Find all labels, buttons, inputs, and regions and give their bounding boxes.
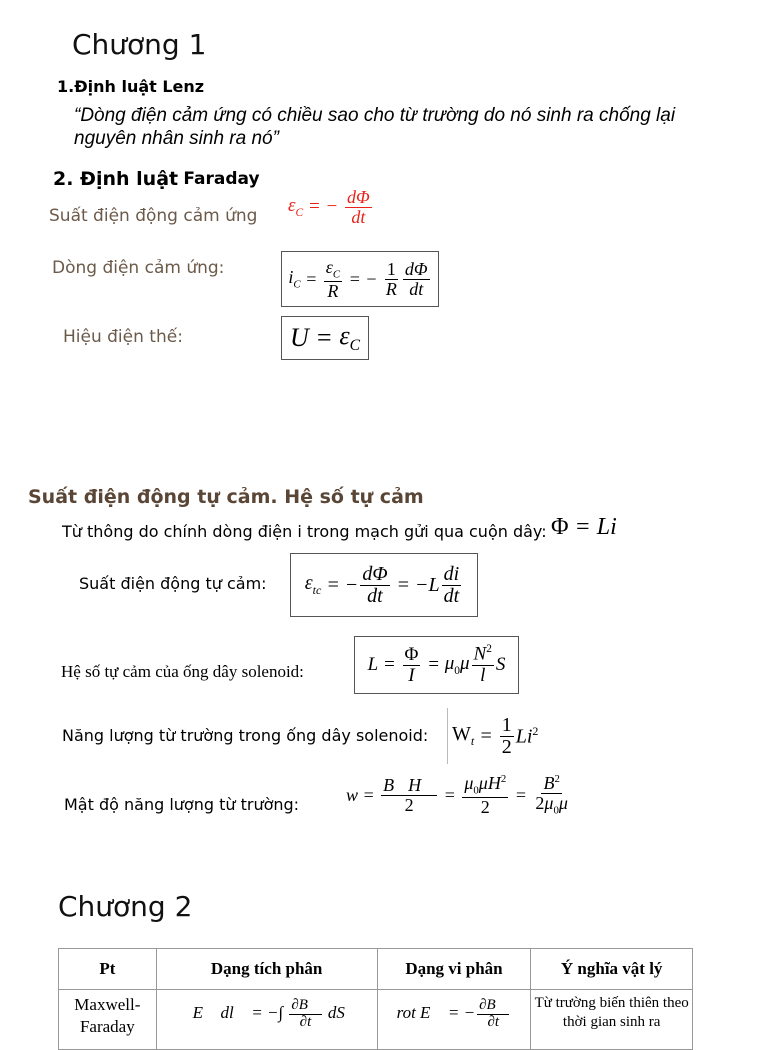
col-header-integral: Dạng tích phân — [156, 949, 377, 990]
faraday-heading-name: Faraday — [183, 169, 260, 189]
chapter-2-title: Chương 2 — [58, 890, 193, 923]
row-differential-cell: rot E⃗ = − $\frac{\partial B⃗}{\partial t}$ — [377, 990, 531, 1050]
lenz-law-heading: 1.Định luật Lenz — [57, 77, 205, 96]
table-row — [59, 990, 693, 1050]
self-emf-formula: $\varepsilon_{tc}$ = − $\frac{d\Phi}{dt}$ = −L $\frac{di}{dt}$ — [290, 553, 478, 617]
voltage-formula: U = $\varepsilon_C$ — [281, 316, 369, 360]
col-header-differential: Dạng vi phân — [377, 949, 531, 990]
density-formula: w = $\frac{B⃗H⃗}{2}$ = $\frac{\mu_0\mu H^2}{2}$ = $\frac{B^2}{2\mu_0\mu}$ — [346, 773, 568, 817]
faraday-law-heading — [53, 168, 260, 190]
voltage-label: Hiệu điện thế: — [63, 327, 183, 347]
induced-current-formula: $i_C$ = $\frac{\varepsilon_C}{R}$ = − $\frac{1}{R}$ $\frac{d\Phi}{dt}$ — [281, 251, 439, 307]
inductance-label: Hệ số tự cảm của ống dây solenoid: — [61, 662, 304, 681]
col-header-meaning: Ý nghĩa vật lý — [531, 949, 693, 990]
energy-label: Năng lượng từ trường trong ống dây solenoid: — [62, 726, 429, 745]
inductance-formula: L = $\frac{\Phi}{I}$ = $\mu_0\mu$ $\frac{N^2}{l}$ S — [354, 636, 519, 694]
lenz-law-quote: “Dòng điện cảm ứng có chiều sao cho từ trường do nó sinh ra chống lại nguyên nhân sinh ra nó” — [74, 105, 676, 149]
flux-formula: Φ = Li — [551, 514, 617, 540]
row-name-cell: Maxwell-Faraday — [59, 990, 157, 1050]
emf-induced-formula: $\varepsilon_C$ = − $\frac{d\Phi}{dt}$ — [288, 187, 370, 227]
col-header-pt: Pt — [59, 949, 157, 990]
induced-current-label: Dòng điện cảm ứng: — [52, 258, 225, 278]
row-integral-cell: ∮ E⃗ dl⃗ = −∫ $\frac{\partial B⃗}{\partial t}$ dS⃗ — [156, 990, 377, 1050]
row-meaning-cell: Từ trường biến thiên theo thời gian sinh ra — [531, 990, 693, 1050]
emf-induced-label: Suất điện động cảm ứng — [49, 206, 258, 226]
self-induction-heading: Suất điện động tự cảm. Hệ số tự cảm — [28, 486, 424, 508]
self-emf-label: Suất điện động tự cảm: — [79, 574, 267, 593]
faraday-heading-main: 2. Định luật — [53, 168, 179, 190]
flux-text: Từ thông do chính dòng điện i trong mạch gửi qua cuộn dây: — [62, 522, 547, 541]
maxwell-table — [58, 948, 693, 1050]
density-label: Mật độ năng lượng từ trường: — [64, 795, 300, 814]
table-header-row — [59, 949, 693, 990]
chapter-1-title: Chương 1 — [72, 28, 207, 61]
energy-formula: $W_t$ = $\frac{1}{2}$ Li$^2$ — [447, 708, 538, 764]
